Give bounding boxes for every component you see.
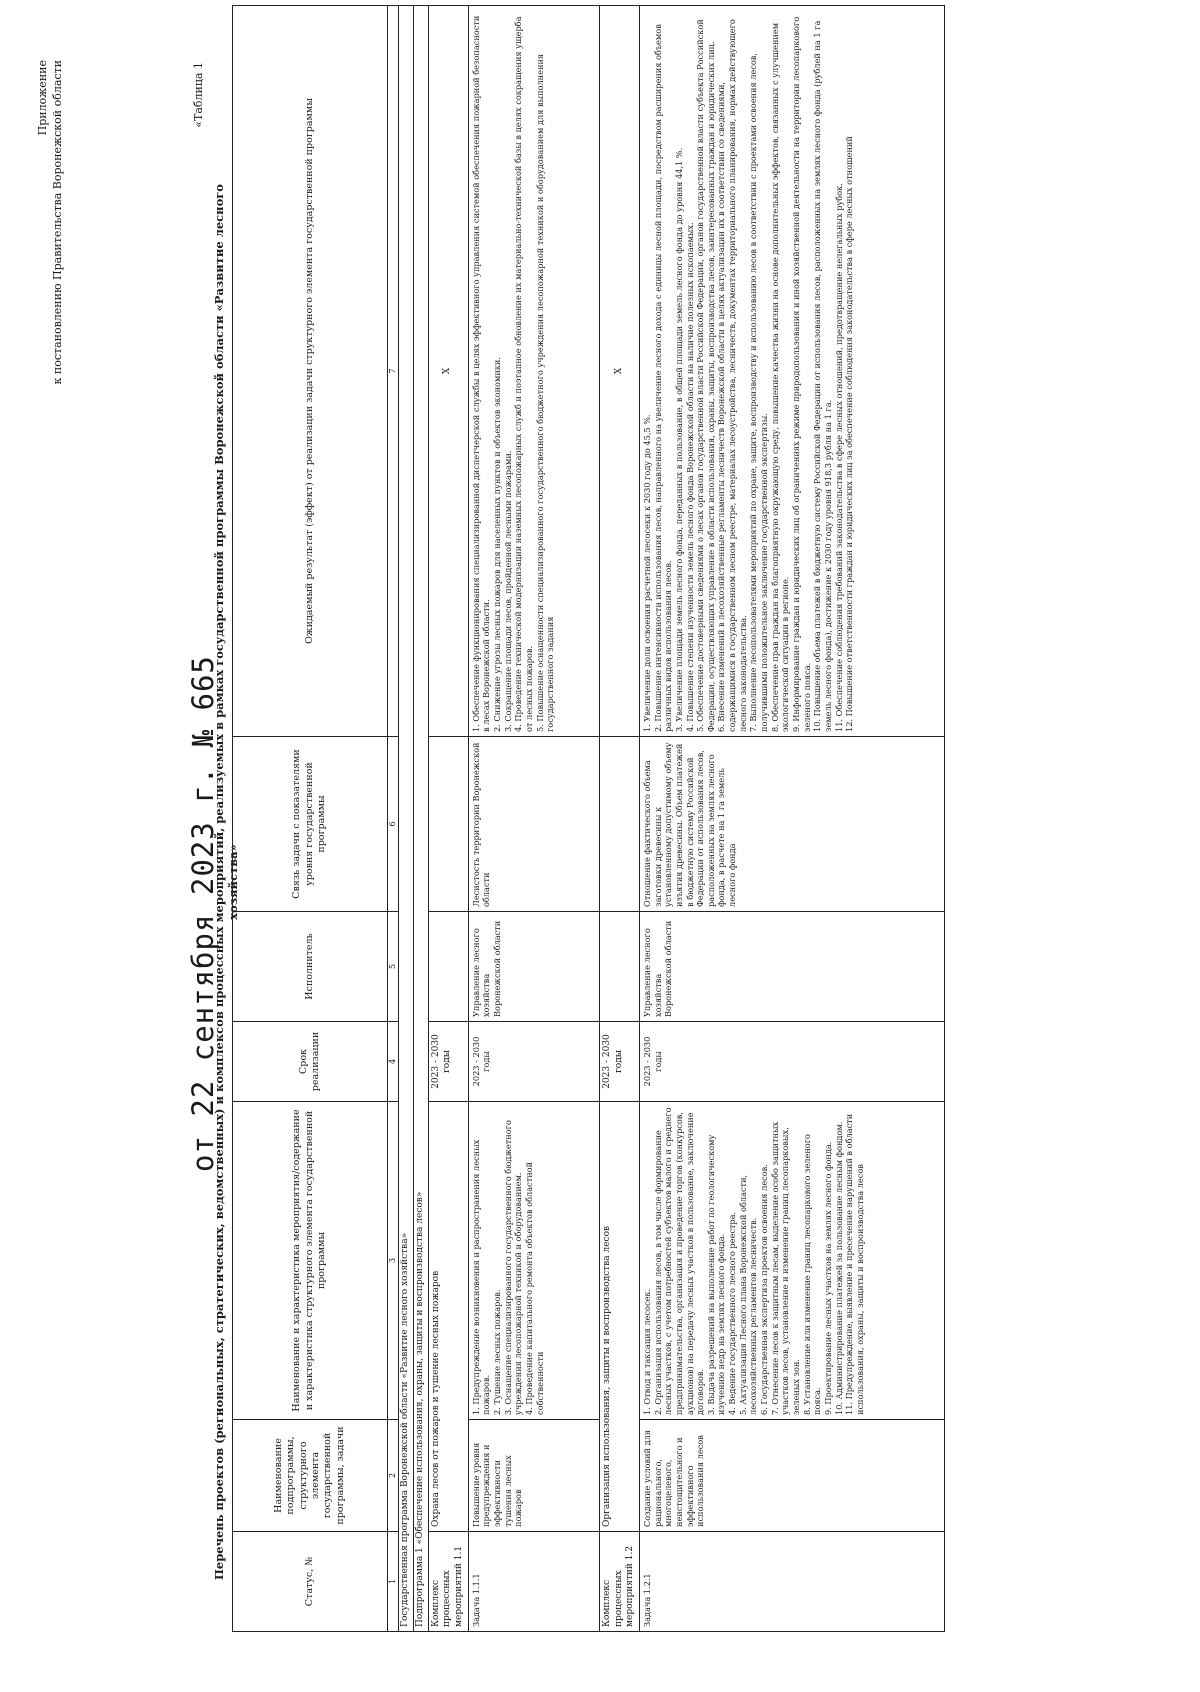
executor-cell (428, 912, 468, 1022)
result-item: 12. Повышение ответственности граждан и юридических лиц за обеспечение соблюдения законодательства в сфере лесных отношений (844, 136, 855, 732)
col-header-executor: Исполнитель (233, 912, 388, 1022)
activity-item: 3. Оснащение специализированного государственного бюджетного учреждения лесопожарной техникой и оборудованием. (502, 1120, 524, 1415)
result-item: 3. Сокращение площади лесов, пройденной лесными пожарами. (502, 450, 513, 732)
col-number: 1 (388, 1532, 399, 1632)
table-row (428, 6, 468, 1632)
table-row (599, 6, 639, 1632)
result-item: 2. Повышение интенсивности использования лесов, направленного на увеличение лесного дохода с единицы лесной площади, посредством расширения объемов различных видов использования лесов. (652, 24, 674, 732)
activity-item: 6. Государственная экспертиза проектов освоения лесов. (759, 1164, 770, 1415)
name-cell: Охрана лесов от пожаров и тушение лесных пожаров (428, 1102, 468, 1532)
result-cell-mark: X (428, 6, 468, 737)
activity-item: 8. Установление или изменение границ лесопаркового зеленого пояса. (801, 1134, 823, 1415)
result-item: 5. Обеспечение достоверными сведениями о лесах органов государственной власти Российской Федерации, органов государственной власти субъекта Российской Федерации, осуществляющих управление в области использования, охраны, защиты, воспроизводства лесов, заинтересованных граждан и юридических лиц. (695, 19, 716, 732)
result-cell-mark: X (599, 6, 639, 737)
table-label: «Таблица 1 (192, 62, 205, 128)
col-number: 7 (388, 6, 399, 737)
status-cell: Комплекс процессных мероприятий 1.2 (599, 1532, 639, 1632)
projects-table (232, 5, 945, 1632)
activity-item: 3. Выдача разрешений на выполнение работ по геологическому изучению недр на землях лесного фонда. (705, 1134, 727, 1415)
col-header-term: Срок реализации (233, 1022, 388, 1102)
term-cell: 2023 - 2030 годы (599, 1022, 639, 1102)
activity-item: 2. Организация использования лесов, в том числе формирование лесных участков, с учетом потребностей субъектов малого и среднего предпринимательства, организация и проведение торгов (конкурсов, аукционов) на передачу лесных участков в пользование, заключение договоров. (652, 1107, 706, 1415)
result-cell (468, 6, 599, 737)
result-item: 1. Обеспечение функционирования специализированной диспетчерской службы в целях эффективного управления системой обеспечения пожарной безопасности в лесах Воронежской области. (470, 15, 492, 732)
result-item: 5. Повышение оснащенности специализированного государственного бюджетного учреждения лесопожарной техникой и оборудованием для выполнения государственного задания (534, 53, 556, 732)
status-cell: Комплекс процессных мероприятий 1.1 (428, 1532, 468, 1632)
activity-item: 2. Тушение лесных пожаров. (492, 1289, 503, 1415)
subprogram-row (414, 6, 429, 1632)
activity-item: 5. Актуализация Лесного плана Воронежской области, лесохозяйственных регламентов лесничеств. (737, 1174, 759, 1415)
executor-cell: Управление лесного хозяйства Воронежской области (639, 912, 944, 1022)
result-cell (639, 6, 944, 737)
activity-item: 1. Предупреждение возникновения и распространения лесных пожаров. (470, 1139, 492, 1415)
term-cell: 2023 - 2030 годы (639, 1022, 944, 1102)
name-cell: Повышение уровня предупреждения и эффективности тушения лесных пожаров (468, 1420, 599, 1532)
result-item: 7. Выполнение лесопользователями мероприятий по охране, защите, воспроизводству и использованию лесов в соответствии с проектами освоения лесов, получившими положительное заключение государственной экспертизы. (748, 52, 770, 732)
decree-stamp: от 22 сентября 2023 г. № 665 (186, 655, 220, 1172)
result-item: 4. Проведение технической модернизации наземных лесопожарных служб и поэтапное обновление их материально-технической базы в целях сокращения ущерба от лесных пожаров. (513, 16, 535, 732)
col-header-name: Наименование подпрограммы, структурного элемента государственной программы, задачи (233, 1420, 388, 1532)
appendix-line-2: к постановлению Правительства Воронежской области (50, 60, 64, 385)
result-item: 2. Снижение угрозы лесных пожаров для населенных пунктов и объектов экономики. (492, 357, 503, 732)
appendix-note (36, 60, 66, 384)
term-cell: 2023 - 2030 годы (468, 1022, 599, 1102)
activity-item: 9. Проектирование лесных участков на землях лесного фонда. (823, 1141, 834, 1415)
activity-cell (639, 1102, 944, 1420)
activity-item: 11. Предупреждение, выявление и пресечение нарушений в области использования, охраны, защиты и воспроизводства лесов (844, 1113, 866, 1415)
result-item: 6. Внесение изменений в лесохозяйственные регламенты лесничеств Воронежской области в целях актуализации их в соответствии со сведениями, содержащимися в государственном лесном реестре, материалах лесоустройства, лесничеств, документах территориального планирования, нормах действующего лесного законодательства. (716, 19, 748, 732)
result-item: 9. Информирование граждан и юридических лиц об ограничениях режиме природопользования и иной хозяйственной деятельности на территории лесопаркового зеленого пояса. (791, 16, 812, 732)
indicator-cell: Отношение фактического объема заготовки древесины к установленному допустимому объему изъятия древесины. Объем платежей в бюджетную систему Российской Федерации от использования лесов, расположенных на землях лесного фонда, в расчете на 1 га земель лесного фонда (639, 737, 944, 912)
result-item: 4. Повышение степени изученности земель лесного фонда Воронежской области на наличие полезных ископаемых. (684, 222, 695, 732)
result-item: 8. Обеспечение прав граждан на благоприятную окружающую среду, повышение качества жизни на основе дополнительных эффектов, связанных с улучшением экологической ситуации в регионе. (769, 22, 791, 732)
executor-cell: Управление лесного хозяйства Воронежской области (468, 912, 599, 1022)
term-cell: 2023 - 2030 годы (428, 1022, 468, 1102)
result-item: 10. Повышение объема платежей в бюджетную систему Российской Федерации от использования лесов, расположенных на землях лесного фонда (рублей на 1 га земель лесного фонда), достижение к 2030 году уровня 918,3 рубля на 1 га. (812, 20, 834, 732)
activity-item: 10. Администрирование платежей за пользование лесным фондом. (833, 1121, 844, 1415)
status-cell: Задача 1.1.1 (468, 1532, 599, 1632)
name-cell: Организация использования, защиты и воспроизводства лесов (599, 1102, 639, 1532)
table-row (468, 6, 599, 1632)
activity-item: 7. Отнесение лесов к защитным лесам, выделение особо защитных участков лесов, установление и изменение границ лесопарковых, зеленых зон. (769, 1121, 802, 1415)
col-header-activity: Наименование и характеристика мероприятия/содержание и характеристика структурного элемента государственной программы (233, 1102, 388, 1420)
table-header-row (233, 6, 388, 1632)
col-number: 6 (388, 737, 399, 912)
activity-cell (468, 1102, 599, 1420)
activity-item: 4. Проведение капитального ремонта объектов областной собственности (524, 1161, 545, 1415)
activity-item: 4. Ведение государственного лесного реестра. (727, 1211, 738, 1415)
col-number: 5 (388, 912, 399, 1022)
indicator-cell: Лесистость территории Воронежской области (468, 737, 599, 912)
result-item: 11. Обеспечение соблюдения требований законодательства в сфере лесных отношений, предотвращение нелегальных рубок. (833, 183, 844, 732)
column-number-row (388, 6, 399, 1632)
name-cell: Создание условий для рационального, многоцелевого, неистощительного и эффективного использования лесов (639, 1420, 944, 1532)
col-number: 3 (388, 1102, 399, 1420)
subprogram-title: Подпрограмма 1 «Обеспечение использования, охраны, защиты и воспроизводства лесов» (414, 6, 429, 1632)
status-cell: Задача 1.2.1 (639, 1532, 944, 1632)
col-number: 2 (388, 1420, 399, 1532)
program-row (399, 6, 414, 1632)
table-caption: Перечень проектов (региональных, стратегических, ведомственных) и комплексов процессных мероприятий, реализуемых в рамках государственной программы Воронежской области «Развитие лесного хозяйства» (212, 184, 240, 1580)
col-number: 4 (388, 1022, 399, 1102)
indicator-cell (428, 737, 468, 912)
col-header-status: Статус, № (233, 1532, 388, 1632)
result-item: 1. Увеличение доли освоения расчетной лесосеки к 2030 году до 45,5 %. (641, 414, 652, 732)
appendix-line-1: Приложение (36, 60, 49, 136)
indicator-cell (599, 737, 639, 912)
activity-item: 1. Отвод и таксация лесосек. (641, 1288, 652, 1415)
col-header-result: Ожидаемый результат (эффект) от реализации задачи структурного элемента государственной программы (233, 6, 388, 737)
col-header-indicators: Связь задачи с показателями уровня государственной программы (233, 737, 388, 912)
table-row (639, 6, 944, 1632)
result-item: 3. Увеличение площади земель лесного фонда, переданных в пользование, в общей площади земель лесного фонда до уровня 44,1 %. (673, 147, 684, 732)
executor-cell (599, 912, 639, 1022)
program-title: Государственная программа Воронежской области «Развитие лесного хозяйства» (399, 6, 414, 1632)
